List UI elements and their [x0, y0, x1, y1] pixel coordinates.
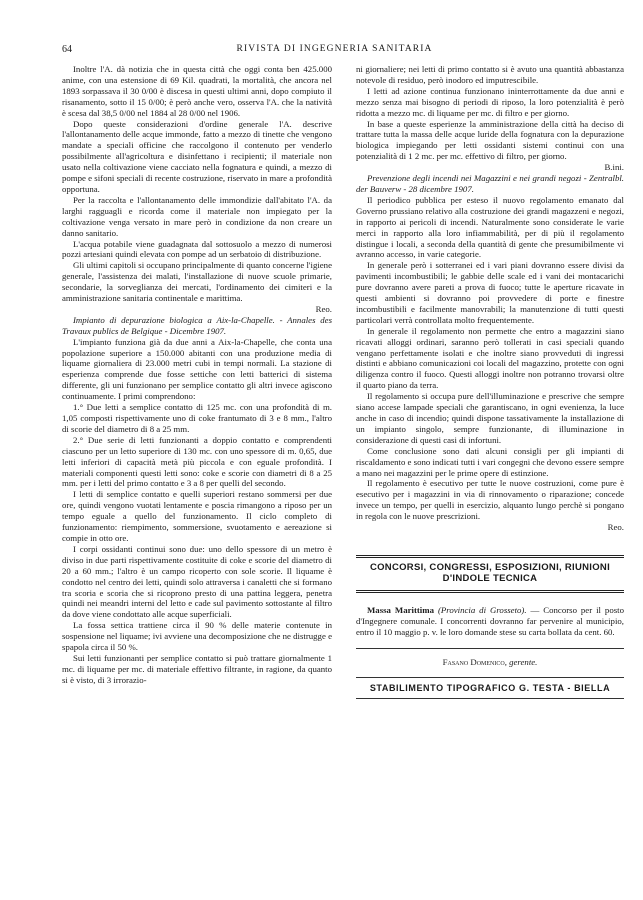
divider	[356, 648, 624, 649]
divider	[356, 677, 624, 678]
right-column	[356, 64, 624, 699]
manager-line	[356, 657, 624, 668]
paragraph: Come conclusione sono dati alcuni consigli per gli impianti di riscaldamento e sono indicati tutti i vari congegni che devono essere sempre a mano nei magazzini per le prime opere di estinzione.	[356, 445, 624, 478]
paragraph: Gli ultimi capitoli si occupano principalmente di quanto concerne l'igiene generale, l'assistenza dei malati, l'installazione di nuove scuole primarie, secondarie, la sorveglianza dei mercati, l'ordinamento dei cimiteri e la amministrazione sanitaria continentale e marittima.	[62, 260, 332, 304]
author-signature: Reo.	[607, 522, 624, 533]
paragraph: I corpi ossidanti continui sono due: uno dello spessore di un metro è diviso in due parti rispettivamente costituite di coke e scorie del diametro di 20 a 60 mm.; l'altro è un campo ricoperto con sole scorie. Il liquame è condotto nel centro dei letti, quindi solo attraversa i canaletti che si formano tra scoria e scoria che si ricoprono presto di una pattina leggera, penetra quindi nei meandri interni del letto e cade sul pavimento sottostante al filtro da dove viene condottato alle acque superficiali.	[62, 543, 332, 620]
paragraph: In base a queste esperienze la amministrazione della città ha deciso di trattare tutta la massa delle acque luride della fognatura con la depurazione biologica impiegando per letti ossidanti sistemi continui con una potenzialità di 1 2 mc. per mc. effettivo di filtro, per giorno.	[356, 118, 624, 162]
paragraph: L'impianto funziona già da due anni a Aix-la-Chapelle, che conta una popolazione superiore a 150.000 abitanti con una produzione media di liquame giornaliera di 23.000 metri cubi in tempi normali. La stazione di esperienza comprende due fosse settiche con letti batterici di sistema differente, gli uni funzionano per semplice contatto gli altri invece agiscono continuamente. I primi comprendono:	[62, 336, 332, 402]
paragraph: 2.° Due serie di letti funzionanti a doppio contatto e comprendenti ciascuno per un letto superiore di 130 mc. con uno spessore di m. 0,65, due letti inferiori di capacità metà più piccola e con eguale profondità. I materiali componenti questi letti sono: coke e scorie con diametri di 8 a 25 mm. per i letti del primo contatto e 3 a 8 per quelli del secondo.	[62, 434, 332, 489]
paragraph: I letti di semplice contatto e quelli superiori restano sommersi per due ore, quindi vengono vuotati lentamente e poscia rimangono a riposo per un tempo eguale a quello del funzionamento. Il ciclo completo di funzionamento: riempimento, sommersione, svuotamento e aereazione si compie in otto ore.	[62, 489, 332, 543]
page-number: 64	[62, 44, 72, 55]
section-banner: CONCORSI, CONGRESSI, ESPOSIZIONI, RIUNIONI D'INDOLE TECNICA	[356, 555, 624, 593]
paragraph: Inoltre l'A. dà notizia che in questa città che oggi conta ben 425.000 anime, con una estensione di 69 Kil. quadrati, la mortalità, che ancora nel 1893 sorpassava il 30 0/00 è discesa in questi ultimi anni, dopo compiuto il risanamento, sotto il 15 0/00; è però anche vero, osserva l'A. che la natività è scesa dal 38,5 0/00 nel 1884 al 28 0/00 nel 1906.	[62, 64, 332, 118]
notice-province: (Provincia di Grosseto).	[437, 604, 527, 615]
paragraph: In generale il regolamento non permette che entro a magazzini siano ricavati alloggi ordinari, saranno però tollerati in casi speciali quando vengano perfettamente isolati e che inoltre siano provveduti di ingressi distinti e abbiano comunicazioni coi locali del magazzino, protette con ogni diligenza contro il fuoco. Questi alloggi inoltre non potranno trovarsi oltre il quarto piano da terra.	[356, 325, 624, 391]
section-heading: Prevenzione degli incendi nei Magazzini e nei grandi negozi - Zentralbl. der Bauverw - 28 dicembre 1907.	[356, 173, 624, 194]
paragraph: In generale però i sotterranei ed i vari piani dovranno essere divisi da pavimenti incombustibili; le gabbie delle scale ed i vani dei montacarichi pure dovranno avere pareti a prova di fuoco; tutte le aperture ricavate in questi ambienti si dovranno poi provvedere di porte e finestre incombustibili e facilmente manovrabili; la manutenzione di tutti questi particolari verrà controllata molto frequentemente.	[356, 260, 624, 325]
paragraph: Sui letti funzionanti per semplice contatto si può trattare giornalmente 1 mc. di liquame per mc. di materiale effettivo filtrante, in ragione, da quanto si è visto, di 3 irrorazio-	[62, 652, 332, 685]
section-heading: Impianto di depurazione biologica a Aix-la-Chapelle. - Annales des Travaux publics de Belgique - Dicembre 1907.	[62, 314, 332, 336]
journal-title: RIVISTA DI INGEGNERIA SANITARIA	[236, 44, 433, 54]
paragraph: La fossa settica trattiene circa il 90 % delle materie contenute in sospensione nel liquame; ivi avviene una decomposizione che ne distrugge e spapola circa il 50 %.	[62, 620, 332, 653]
paragraph: Il periodico pubblica per esteso il nuovo regolamento emanato dal Governo prussiano relativo alla costruzione dei grandi magazzeni e negozi, in rapporto ai pericoli di incendi. Naturalmente sono considerate le varie merci in rapporto alla loro infiammabilità, per di più il regolamento distingue i locali, a seconda della quantità di gente che presumibilmente vi avranno accesso, in varie categorie.	[356, 194, 624, 260]
paragraph: 1.° Due letti a semplice contatto di 125 mc. con una profondità di m. 1,05 composti rispettivamente uno di coke frantumato di 3 e 8 mm., l'altro di scorie del diametro di 8 a 25 mm.	[62, 402, 332, 434]
author-signature: Reo.	[315, 303, 332, 314]
manager-name: Fasano Domenico,	[442, 656, 507, 667]
paragraph: Il regolamento si occupa pure dell'illuminazione e prescrive che sempre siano accese lampade speciali che garantiscano, in ogni evenienza, la luce anche in caso di incendio; quindi dispone tassativamente la installazione di un impianto singolo, sempre funzionante, di illuminazione in considerazione di questi casi di infortuni.	[356, 391, 624, 445]
paragraph: Dopo queste considerazioni d'ordine generale l'A. descrive l'allontanamento delle acque immonde, fatto a mezzo di tinette che vengono mandate a speciali officine che raccolgono il contenuto per venderlo possibilmente all'agricoltura e disinfettano i recipienti; il materiale non usato nella coltivazione viene cacciato nella fognatura e quindi, a mezzo di pompe e sifoni speciali di recente costruzione, riservato in mare a profondità opportuna.	[62, 118, 332, 194]
paragraph: ni giornaliere; nei letti di primo contatto si è avuto una quantità abbastanza notevole di residuo, però inodoro ed imputrescibile.	[356, 64, 624, 85]
notice-text: — Concorso per il posto d'Ingegnere comunale. I concorrenti dovranno far pervenire al municipio, entro il 10 maggio p. v. le loro domande stese su carta bollata da cent. 60.	[356, 604, 624, 637]
paragraph: L'acqua potabile viene guadagnata dal sottosuolo a mezzo di numerosi pozzi artesiani quindi elevata con pompe ad un serbatoio di distribuzione.	[62, 238, 332, 260]
notice-place: Massa Marittima	[367, 604, 434, 615]
paragraph: Il regolamento è esecutivo per tutte le nuove costruzioni, come pure è esecutivo per i magazzini in via di rinnovamento o riparazione; concede invece un tempo, per quelli in esercizio, alquanto lungo perchè si pongano in regola con le nuove prescrizioni.	[356, 478, 624, 522]
manager-role: gerente.	[509, 656, 538, 667]
left-column	[62, 64, 332, 686]
printer-imprint: STABILIMENTO TIPOGRAFICO G. TESTA - BIELLA	[369, 683, 611, 694]
divider	[356, 698, 624, 699]
running-head	[62, 44, 607, 58]
paragraph: I letti ad azione continua funzionano ininterrottamente da due anni e mezzo senza mai bisogno di periodi di riposo, la loro potenzialità è però ridotta a mezzo mc. di liquame per mc. di filtro e per giorno.	[356, 85, 624, 118]
competition-notice	[356, 605, 624, 638]
paragraph: Per la raccolta e l'allontanamento delle immondizie dall'abitato l'A. da larghi ragguagli e ricorda come il materiale non impiegato per la coltivazione venga versato in mare però in condizione da non creare un danno sanitario.	[62, 194, 332, 238]
author-signature: B.ini.	[604, 162, 624, 173]
